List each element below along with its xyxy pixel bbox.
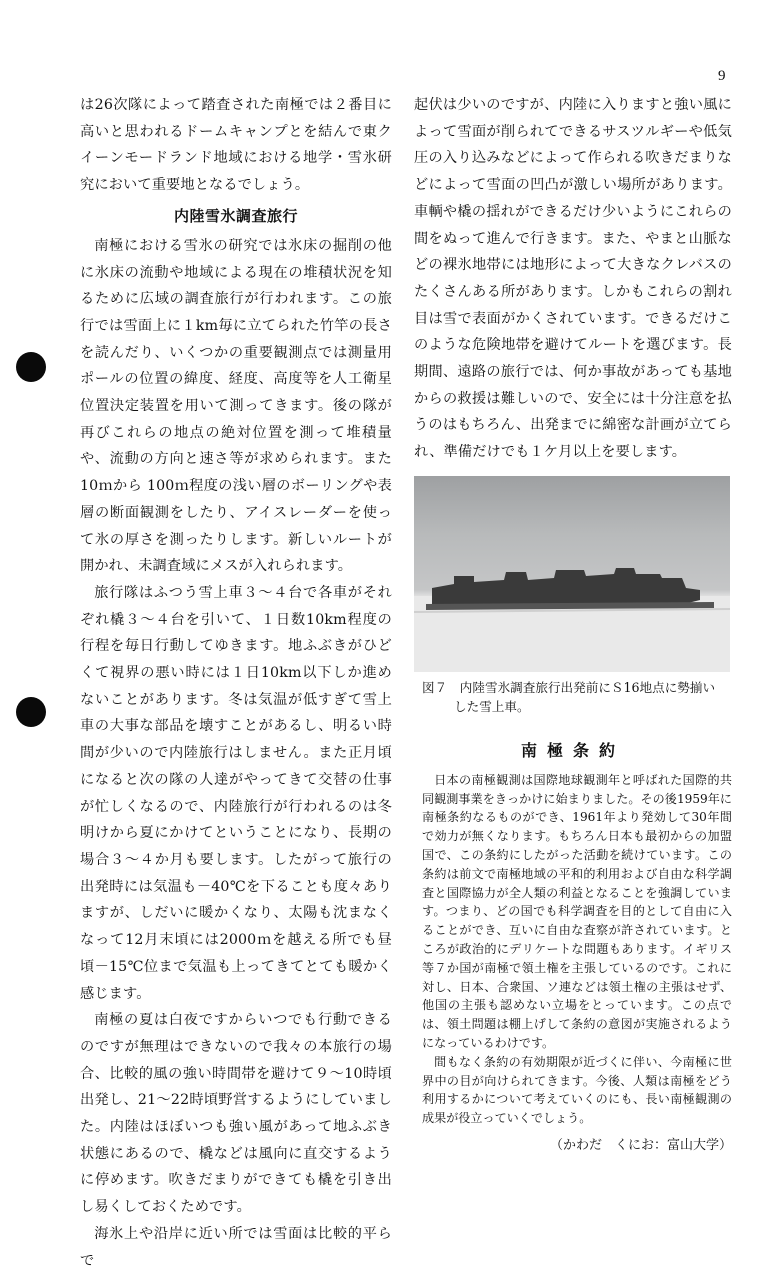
right-column xyxy=(414,92,732,1153)
treaty-paragraph: 間もなく条約の有効期限が近づくに伴い、今南極に世界中の目が向けられてきます。今後、人類は南極をどう利用するかについて考えていくのにも、長い南極観測の成果が役立っていくでしょう。 xyxy=(422,1054,732,1126)
section-heading-antarctic-treaty: 南極条約 xyxy=(520,740,625,760)
body-paragraph: 海氷上や沿岸に近い所では雪面は比較的平らで xyxy=(80,1225,392,1269)
body-paragraph: 旅行隊はふつう雪上車３～４台で各車がそれぞれ橇３～４台を引いて、１日数10km程度の行程を毎日行動してゆきます。地ふぶきがひどくて視界の悪い時には１日10km以下しか進めないことがあります。冬は気温が低すぎて雪上車の大事な部品を壊すことがあるし、明るい時間が少いので内陸旅行はしません。また正月頃になると次の隊の人達がやってきて交替の仕事が忙しくなるので、内陸旅行が行われるのは冬明けから夏にかけてということになり、長期の場合３～４か月も要します。したがって旅行の出発時には気温も－40℃を下ることも度々ありますが、しだいに暖かくなり、太陽も沈まなくなって12月末頃には2000ｍを越える所でも昼頃－15℃位まで気温も上ってきてとても暖かく感じます。 xyxy=(80,584,392,1002)
snow-vehicles-photo xyxy=(414,476,730,672)
binder-hole-lower xyxy=(16,697,46,727)
intro-paragraph: は26次隊によって踏査された南極では２番目に高いと思われるドームキャンプとを結んで東クイーンモードランド地域における地学・雪氷研究において重要地となるでしょう。 xyxy=(80,97,392,194)
body-paragraph: 南極における雪氷の研究では氷床の掘削の他に氷床の流動や地域による現在の堆積状況を知るために広域の調査旅行が行われます。この旅行では雪面上に１km毎に立てられた竹竿の長さを読んだり、いくつかの重要観測点では測量用ポールの位置の緯度、経度、高度等を人工衛星位置決定装置を用いて測ってきます。後の隊が再びこれらの地点の絶対位置を測って堆積量や、流動の方向と速さ等が求められます。また10ｍから 100ｍ程度の浅い層のボーリングや表層の断面観測をしたり、アイスレーダーを使って氷の厚さを測ったりします。新しいルートが開かれ、未調査域にメスが入れられます。 xyxy=(80,237,392,575)
treaty-paragraph: 日本の南極観測は国際地球観測年と呼ばれた国際的共同観測事業をきっかけに始まりました。その後1959年に南極条約なるものができ、1961年より発効して30年間で効力が無くなります。もちろん日本も最初からの加盟国で、この条約にしたがった活動を続けています。この条約は前文で南極地域の平和的利用および自由な科学調査と国際協力が全人類の利益となることを強調しています。つまり、どの国でも科学調査を目的として自由に入ることができ、互いに自由な査察が許されています。ところが政治的にデリケートな問題もあります。イギリス等７か国が南極で領土権を主張しているのです。これに対し、日本、合衆国、ソ連などは領土権の主張はせず、他国の主張も認めない立場をとっています。この点では、領土問題は棚上げして条約の意図が実施されるようになっているわけです。 xyxy=(422,772,732,1050)
figure-caption xyxy=(414,678,732,716)
left-column xyxy=(80,92,392,1274)
binder-hole-upper xyxy=(16,352,46,382)
section-heading-inland-traverse: 内陸雪氷調査旅行 xyxy=(173,206,298,225)
page-number: 9 xyxy=(718,68,726,84)
continued-paragraph: 起伏は少いのですが、内陸に入りますと強い風によって雪面が削られてできるサスツルギーや低気圧の入り込みなどによって作られる吹きだまりなどによって雪面の凹凸が激しい場所があります。車輌や橇の揺れができるだけ少いようにこれらの間をぬって進んで行きます。また、やまと山脈などの裸氷地帯には地形によって大きなクレバスのたくさんある所があります。しかもこれらの割れ目は雪で表面がかくされています。できるだけこのような危険地帯を避けてルートを選びます。長期間、遠路の旅行では、何か事故があっても基地からの救援は難しいので、安全には十分注意を払うのはもちろん、出発までに綿密な計画が立てられ、準備だけでも１ケ月以上を要します。 xyxy=(414,97,732,461)
treaty-text xyxy=(414,771,732,1128)
author-credit: （かわだ くにお：富山大学） xyxy=(549,1137,732,1153)
body-paragraph: 南極の夏は白夜ですからいつでも行動できるのですが無理はできないので我々の本旅行の場合、比較的風の強い時間帯を避けて９～10時頃出発し、21～22時頃野営するようにしていました。内陸はほぼいつも強い風があって地ふぶき状態にあるので、橇などは風向に直交するように停めます。吹きだまりができても橇を引き出し易くしておくためです。 xyxy=(80,1012,392,1216)
vehicle-convoy-silhouette xyxy=(414,476,730,672)
figure-caption-line: 図７ 内陸雪氷調査旅行出発前にＳ16地点に勢揃い xyxy=(422,679,716,695)
figure-caption-line: した雪上車。 xyxy=(454,698,530,714)
